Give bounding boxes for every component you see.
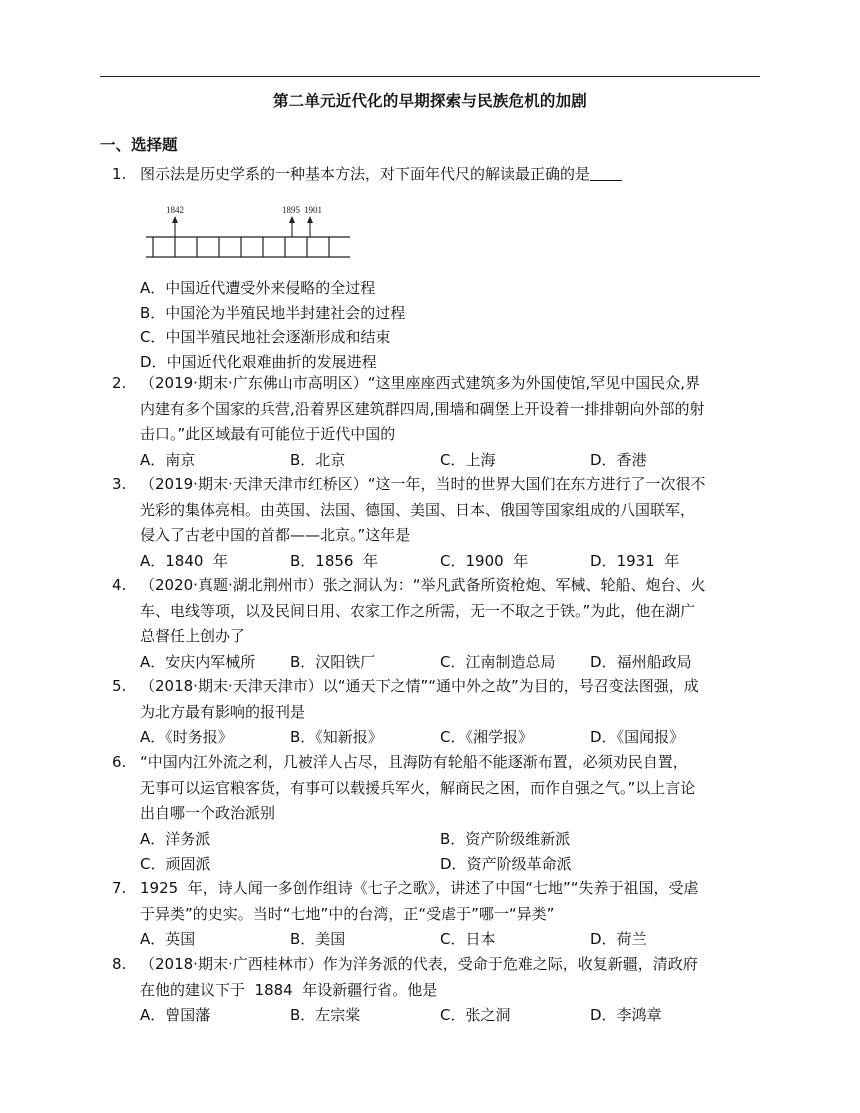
question-number: 8. (112, 955, 127, 973)
question-number: 4. (112, 576, 127, 594)
option-a[interactable]: A．英国 (140, 930, 196, 948)
question-text: 图示法是历史学系的一种基本方法，对下面年代尺的解读最正确的是 (140, 165, 591, 183)
option-c[interactable]: C．中国半殖民地社会逐渐形成和结束 (140, 328, 391, 346)
question-text: 出自哪一个政治派别 (140, 804, 276, 822)
timeline-chart (146, 200, 350, 260)
options-q6 (140, 827, 760, 876)
question-text: 击口。”此区域最有可能位于近代中国的 (140, 425, 396, 443)
question-text: 光彩的集体亮相。由英国、法国、德国、美国、日本、俄国等国家组成的八国联军， (140, 500, 696, 519)
option-d[interactable]: D．李鸿章 (590, 1006, 662, 1024)
marker-1901 (307, 216, 313, 237)
option-a[interactable]: A．洋务派 (140, 830, 211, 848)
option-a[interactable]: A．南京 (140, 451, 196, 469)
options-q2 (140, 448, 760, 473)
question-number: 7. (112, 879, 127, 897)
question-text: 内建有多个国家的兵营,沿着界区建筑群四周,围墙和碉堡上开设着一排排朝向外部的射 (140, 399, 705, 418)
options-q1 (140, 276, 760, 374)
question-5 (112, 674, 762, 725)
option-d[interactable]: D．中国近代化艰难曲折的发展进程 (140, 352, 377, 371)
question-text: 在他的建议下于 1884 年设新疆行省。他是 (140, 980, 438, 999)
question-text: （2019·期末·天津天津市红桥区）“这一年，当时的世界大国们在东方进行了一次很不 (140, 475, 706, 493)
option-d[interactable]: D．资产阶级革命派 (440, 854, 572, 873)
marker-1895 (289, 216, 295, 237)
options-q4 (140, 650, 760, 675)
label-1901: 1901 (304, 205, 322, 215)
option-b[interactable]: B．资产阶级维新派 (440, 830, 571, 848)
page-title: 第二单元近代化的早期探索与民族危机的加剧 (272, 92, 587, 110)
options-q8 (140, 1003, 760, 1028)
option-d[interactable]: D．香港 (590, 451, 647, 469)
option-a[interactable]: A．1840 年 (140, 552, 228, 570)
option-b[interactable]: B．1856 年 (290, 552, 379, 570)
option-c[interactable]: C．《湘学报》 (440, 728, 533, 746)
question-4 (112, 573, 762, 650)
option-d[interactable]: D．福州船政局 (590, 653, 692, 671)
option-a[interactable]: A．中国近代遭受外来侵略的全过程 (140, 279, 376, 297)
options-q3 (140, 549, 760, 574)
label-1895: 1895 (282, 205, 300, 215)
question-number: 2. (112, 374, 127, 392)
question-number: 6. (112, 753, 127, 771)
question-1 (112, 162, 762, 188)
section-heading: 一、选择题 (100, 136, 178, 154)
question-8 (112, 952, 762, 1003)
option-a[interactable]: A．安庆内军械所 (140, 653, 256, 671)
question-text: （2018·期末·天津天津市）以“通天下之情”“通中外之故”为目的，号召变法图强，成 (140, 677, 699, 695)
question-text: 总督任上创办了 (140, 627, 246, 645)
option-c[interactable]: C．张之洞 (440, 1006, 511, 1024)
question-number: 5. (112, 677, 127, 695)
options-q7 (140, 927, 760, 952)
question-2 (112, 371, 762, 448)
option-b[interactable]: B．汉阳铁厂 (290, 653, 376, 671)
option-a[interactable]: A．曾国藩 (140, 1006, 211, 1024)
question-text: 于异类”的史实。当时“七地”中的台湾，正“受虐于”哪一“异类” (140, 904, 555, 923)
question-number: 3. (112, 475, 127, 493)
question-text: （2020·真题·湖北荆州市）张之洞认为：“举凡武备所资枪炮、军械、轮船、炮台、火 (140, 576, 706, 594)
option-b[interactable]: B．中国沦为半殖民地半封建社会的过程 (140, 303, 406, 322)
question-number: 1. (112, 165, 127, 183)
timeline-ruler (146, 237, 350, 257)
question-text: （2018·期末·广西桂林市）作为洋务派的代表，受命于危难之际，收复新疆，清政府 (140, 955, 698, 973)
question-6 (112, 750, 762, 827)
option-d[interactable]: D．荷兰 (590, 930, 647, 948)
question-text: “中国内江外流之利，几被洋人占尽，且海防有轮船不能逐渐布置，必须劝民自置， (140, 753, 688, 771)
question-text: 1925 年，诗人闻一多创作组诗《七子之歌》，讲述了中国“七地”“失养于祖国，受虐 (140, 879, 699, 897)
option-b[interactable]: B．北京 (290, 451, 346, 469)
option-b[interactable]: B．《知新报》 (290, 728, 383, 746)
question-text: 为北方最有影响的报刊是 (140, 702, 306, 721)
option-c[interactable]: C．1900 年 (440, 552, 529, 570)
label-1842: 1842 (166, 205, 184, 215)
question-text: 无事可以运官粮客货，有事可以载援兵军火，解商民之困，而作自强之气。”以上言论 (140, 778, 696, 797)
option-d[interactable]: D．1931 年 (590, 552, 680, 570)
option-d[interactable]: D．《国闻报》 (590, 728, 685, 746)
option-c[interactable]: C．上海 (440, 451, 496, 469)
marker-1842 (172, 216, 178, 237)
option-b[interactable]: B．美国 (290, 930, 346, 948)
options-q5 (140, 725, 760, 750)
option-c[interactable]: C．顽固派 (140, 854, 211, 873)
option-c[interactable]: C．江南制造总局 (440, 653, 556, 671)
header-rule (100, 76, 760, 77)
question-3 (112, 472, 762, 549)
option-c[interactable]: C．日本 (440, 930, 496, 948)
question-text: （2019·期末·广东佛山市高明区）“这里座座西式建筑多为外国使馆,罕见中国民众,界 (140, 374, 701, 392)
answer-blank (590, 165, 622, 181)
option-a[interactable]: A．《时务报》 (140, 728, 233, 746)
question-text: 侵入了古老中国的首都——北京。”这年是 (140, 526, 411, 544)
question-7 (112, 876, 762, 927)
question-text: 车、电线等项，以及民间日用、农家工作之所需，无一不取之于铁。”为此，他在湖广 (140, 601, 696, 620)
option-b[interactable]: B．左宗棠 (290, 1006, 361, 1024)
